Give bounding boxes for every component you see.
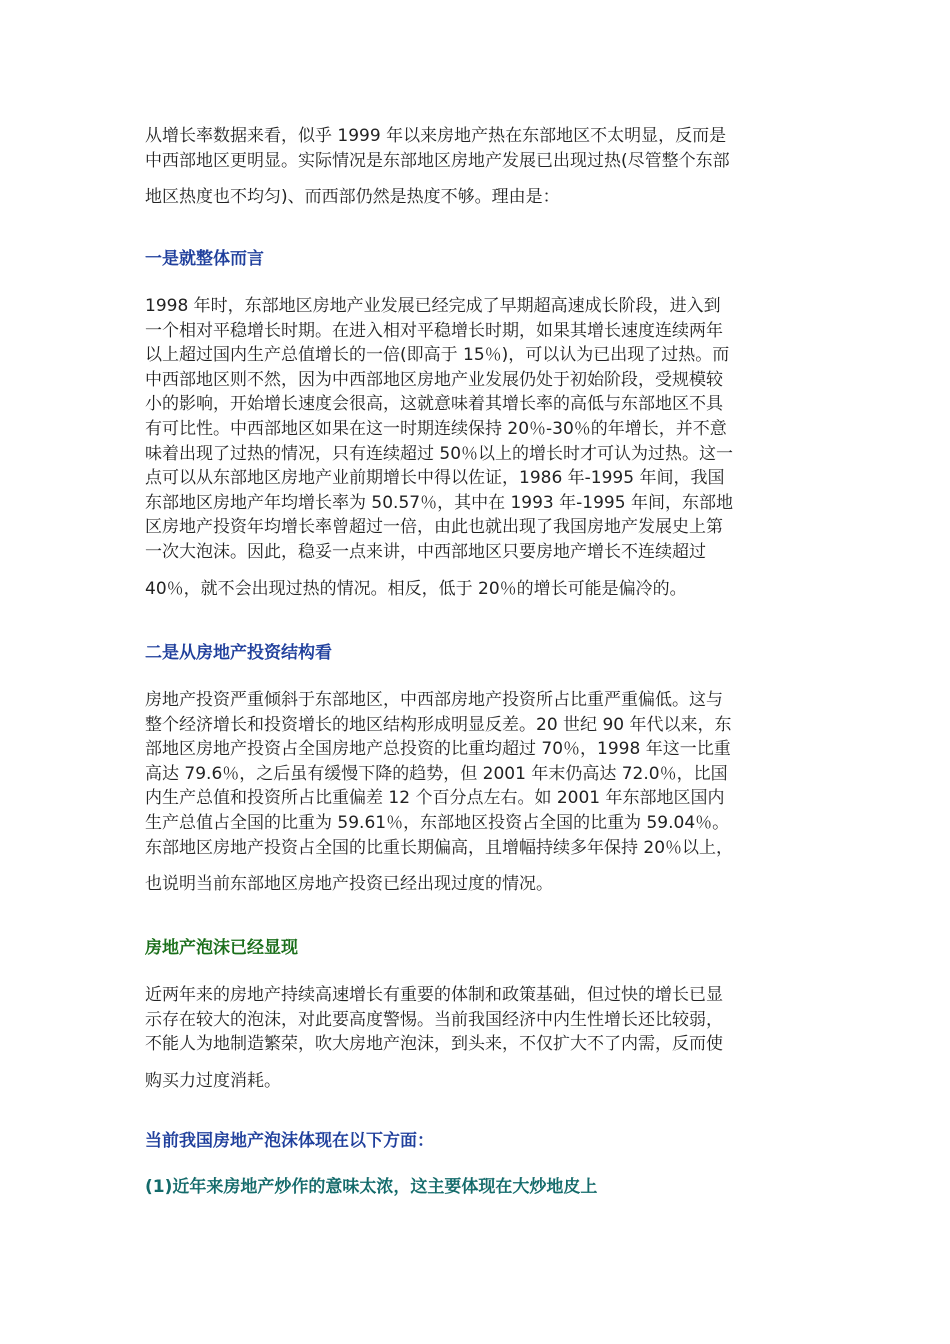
section-heading-overall: 一是就整体而言 bbox=[145, 249, 264, 269]
text-line: 有可比性。中西部地区如果在这一时期连续保持 20％-30％的年增长，并不意 bbox=[145, 418, 727, 439]
section-overall-paragraph bbox=[145, 294, 810, 601]
text-line: 高达 79.6％，之后虽有缓慢下降的趋势，但 2001 年末仍高达 72.0％，比国 bbox=[145, 763, 728, 784]
section-heading-investment-structure: 二是从房地产投资结构看 bbox=[145, 643, 332, 663]
text-line: 房地产投资严重倾斜于东部地区，中西部房地产投资所占比重严重偏低。这与 bbox=[145, 690, 723, 710]
text-line: 也说明当前东部地区房地产投资已经出现过度的情况。 bbox=[145, 874, 553, 895]
text-line: 味着出现了过热的情况，只有连续超过 50％以上的增长时才可认为过热。这一 bbox=[145, 443, 734, 464]
text-line: 1998 年时，东部地区房地产业发展已经完成了早期超高速成长阶段，进入到 bbox=[145, 296, 721, 316]
text-line: 一次大泡沫。因此，稳妥一点来讲，中西部地区只要房地产增长不连续超过 bbox=[145, 541, 706, 562]
text-line: 中西部地区更明显。实际情况是东部地区房地产发展已出现过热(尽管整个东部 bbox=[145, 150, 730, 171]
text-line: 购买力过度消耗。 bbox=[145, 1070, 281, 1091]
text-line: 部地区房地产投资占全国房地产总投资的比重均超过 70％，1998 年这一比重 bbox=[145, 739, 731, 760]
text-line: 从增长率数据来看，似乎 1999 年以来房地产热在东部地区不太明显，反而是 bbox=[145, 126, 727, 146]
text-line: 点可以从东部地区房地产业前期增长中得以佐证，1986 年-1995 年间，我国 bbox=[145, 468, 725, 489]
text-line: 近两年来的房地产持续高速增长有重要的体制和政策基础，但过快的增长已显 bbox=[145, 985, 723, 1005]
text-line: 生产总值占全国的比重为 59.61％，东部地区投资占全国的比重为 59.04％。 bbox=[145, 812, 730, 833]
text-line: 东部地区房地产年均增长率为 50.57％，其中在 1993 年-1995 年间，东部地 bbox=[145, 492, 733, 513]
text-line: 整个经济增长和投资增长的地区结构形成明显反差。20 世纪 90 年代以来，东 bbox=[145, 714, 732, 735]
text-line: 以上超过国内生产总值增长的一倍(即高于 15％)，可以认为已出现了过热。而 bbox=[145, 345, 730, 366]
section-heading-bubble-aspects: 当前我国房地产泡沫体现在以下方面： bbox=[145, 1131, 434, 1151]
text-line: 一个相对平稳增长时期。在进入相对平稳增长时期，如果其增长速度连续两年 bbox=[145, 320, 723, 341]
text-line: 东部地区房地产投资占全国的比重长期偏高，且增幅持续多年保持 20％以上， bbox=[145, 837, 734, 858]
section-investment-paragraph bbox=[145, 688, 810, 897]
text-line: 40％，就不会出现过热的情况。相反，低于 20％的增长可能是偏冷的。 bbox=[145, 578, 687, 599]
text-line: 不能人为地制造繁荣，吹大房地产泡沫，到头来，不仅扩大不了内需，反而使 bbox=[145, 1034, 723, 1055]
section-bubble-paragraph bbox=[145, 983, 810, 1093]
intro-paragraph bbox=[145, 124, 810, 210]
text-line: 内生产总值和投资所占比重偏差 12 个百分点左右。如 2001 年东部地区国内 bbox=[145, 788, 725, 809]
subheading-speculation: (1)近年来房地产炒作的意味太浓，这主要体现在大炒地皮上 bbox=[145, 1177, 598, 1197]
text-line: 中西部地区则不然，因为中西部地区房地产业发展仍处于初始阶段，受规模较 bbox=[145, 369, 723, 390]
section-heading-bubble-appears: 房地产泡沫已经显现 bbox=[145, 938, 298, 958]
text-line: 地区热度也不均匀)、而西部仍然是热度不够。理由是： bbox=[145, 187, 560, 208]
text-line: 小的影响，开始增长速度会很高，这就意味着其增长率的高低与东部地区不具 bbox=[145, 394, 723, 415]
text-line: 示存在较大的泡沫，对此要高度警惕。当前我国经济中内生性增长还比较弱， bbox=[145, 1009, 723, 1030]
text-line: 区房地产投资年均增长率曾超过一倍，由此也就出现了我国房地产发展史上第 bbox=[145, 517, 723, 538]
